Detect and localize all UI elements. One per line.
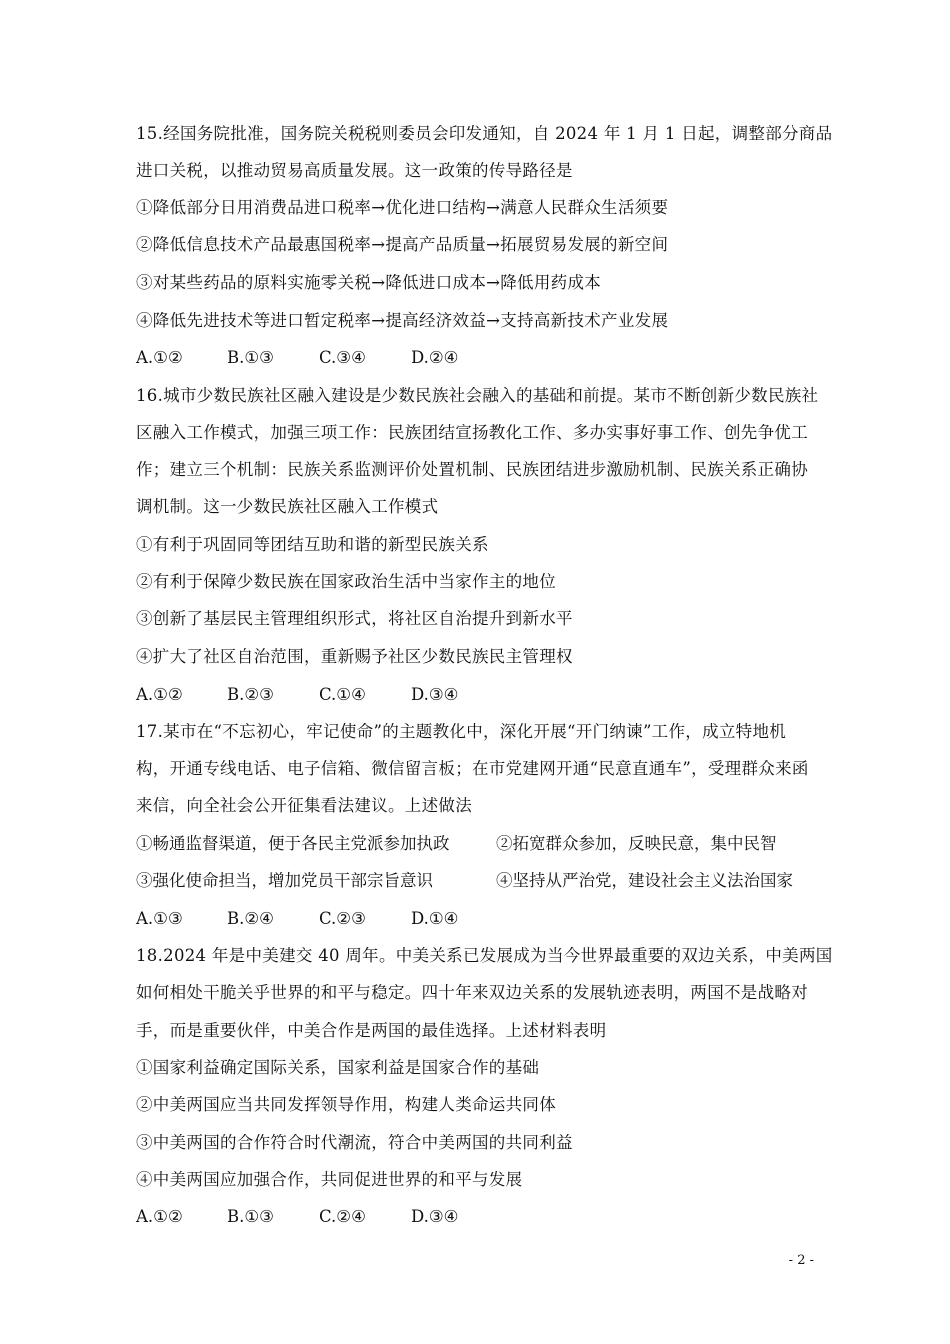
q15-stem-line: 进口关税，以推动贸易高质量发展。这一政策的传导路径是 [136,161,573,180]
q18-item-3: ③中美两国的合作符合时代潮流，符合中美两国的共同利益 [136,1133,573,1152]
q16-stem-line: 区融入工作模式，加强三项工作：民族团结宣扬教化工作、多办实事好事工作、创先争优工 [136,423,808,442]
q16-item-3: ③创新了基层民主管理组织形式，将社区自治提升到新水平 [136,609,573,628]
q17-choice-d: D.①④ [411,909,459,928]
q16-item-1: ①有利于巩固同等团结互助和谐的新型民族关系 [136,535,489,554]
q15-stem-line: 15.经国务院批准，国务院关税税则委员会印发通知，自 2024 年 1 月 1 日起，调整部分商品 [136,124,833,143]
q17-item-2: ②拓宽群众参加，反映民意，集中民智 [496,834,777,853]
q17-choice-c: C.②③ [319,909,366,928]
q18-choice-b: B.①③ [227,1207,274,1226]
q18-stem-line: 18.2024 年是中美建交 40 周年。中美关系已发展成为当今世界最重要的双边关系，中美两国 [136,946,833,965]
q16-stem-line: 作；建立三个机制：民族关系监测评价处置机制、民族团结进步激励机制、民族关系正确协 [136,460,808,479]
page-number: - 2 - [788,1253,814,1268]
q18-stem-line: 如何相处干脆关乎世界的和平与稳定。四十年来双边关系的发展轨迹表明，两国不是战略对 [136,983,808,1002]
q17-choice-b: B.②④ [227,909,274,928]
q18-item-1: ①国家利益确定国际关系，国家利益是国家合作的基础 [136,1058,540,1077]
q16-item-2: ②有利于保障少数民族在国家政治生活中当家作主的地位 [136,572,556,591]
q17-item-3: ③强化使命担当，增加党员干部宗旨意识 [136,871,433,890]
q16-stem-line: 16.城市少数民族社区融入建设是少数民族社会融入的基础和前提。某市不断创新少数民族社 [136,386,819,405]
q18-choice-d: D.③④ [411,1207,459,1226]
q15-item-3: ③对某些药品的原料实施零关税→降低进口成本→降低用药成本 [136,273,602,292]
q16-choice-c: C.①④ [319,685,366,704]
q17-item-4: ④坚持从严治党，建设社会主义法治国家 [496,871,793,890]
q16-choice-b: B.②③ [227,685,274,704]
q18-item-2: ②中美两国应当共同发挥领导作用，构建人类命运共同体 [136,1095,556,1114]
q15-item-1: ①降低部分日用消费品进口税率→优化进口结构→满意人民群众生活须要 [136,198,669,217]
q16-choice-a: A.①② [136,685,183,704]
q15-item-2: ②降低信息技术产品最惠国税率→提高产品质量→拓展贸易发展的新空间 [136,235,669,254]
q18-item-4: ④中美两国应加强合作，共同促进世界的和平与发展 [136,1170,523,1189]
q17-item-1: ①畅通监督渠道，便于各民主党派参加执政 [136,834,450,853]
q15-choice-b: B.①③ [227,348,274,367]
q15-choice-a: A.①② [136,348,183,367]
q16-item-4: ④扩大了社区自治范围，重新赐予社区少数民族民主管理权 [136,647,573,666]
q15-item-4: ④降低先进技术等进口暂定税率→提高经济效益→支持高新技术产业发展 [136,311,669,330]
q17-stem-line: 构，开通专线电话、电子信箱、微信留言板；在市党建网开通“民意直通车”，受理群众来函 [136,759,809,778]
q17-stem-line: 来信，向全社会公开征集看法建议。上述做法 [136,796,472,815]
q15-choice-d: D.②④ [411,348,459,367]
q15-choice-c: C.③④ [319,348,366,367]
q17-stem-line: 17.某市在“不忘初心，牢记使命”的主题教化中，深化开展“开门纳谏”工作，成立特地机 [136,722,787,741]
q18-choice-c: C.②④ [319,1207,366,1226]
q16-choice-d: D.③④ [411,685,459,704]
q18-choice-a: A.①② [136,1207,183,1226]
q18-stem-line: 手，而是重要伙伴，中美合作是两国的最佳选择。上述材料表明 [136,1021,607,1040]
q16-stem-line: 调机制。这一少数民族社区融入工作模式 [136,497,439,516]
q17-choice-a: A.①③ [136,909,183,928]
